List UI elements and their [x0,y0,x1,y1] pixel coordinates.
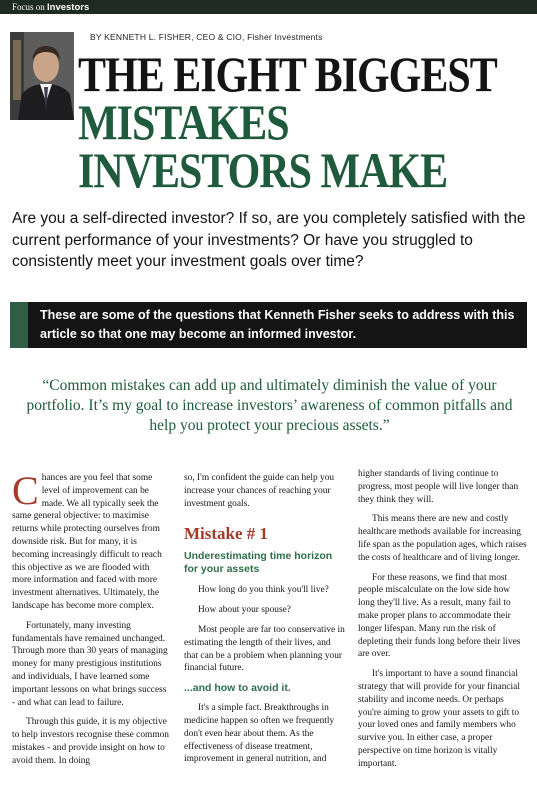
paragraph: higher standards of living continue to progress, most people will live longer than they think they will. [358,469,519,505]
headline-line-2: MISTAKES [78,96,289,151]
section-prefix: Focus on [12,2,48,12]
body-column-3 [358,468,528,778]
callout-box: These are some of the questions that Kenneth Fisher seeks to address with this article so that one may become an informed investor. [10,302,527,348]
headline-line-1: THE EIGHT BIGGEST [78,48,497,103]
byline: BY KENNETH L. FISHER, CEO & CIO, Fisher Investments [90,32,323,42]
section-header-bar [0,0,537,14]
paragraph: It's important to have a sound financial strategy that will provide for your financial stability and income needs. Or perhaps you're aiming to grow your assets to gift to your loved ones and family members who survive you. In either case, a proper perspective on time horizon is vitally important. [358,669,520,769]
body-column-2 [184,472,346,773]
headline [78,48,533,199]
intro-paragraph: Are you a self-directed investor? If so, are you completely satisfied with the current performance of your investments? Or have you struggled to consistently meet your investment goals over time? [12,210,526,270]
pull-quote: “Common mistakes can add up and ultimately diminish the value of your portfolio. It’s my goal to increase investors’ awareness of common pitfalls and help you protect your precious assets.” [26,377,513,434]
drop-cap: C [12,468,39,513]
paragraph: Most people are far too conservative in estimating the length of their lives, and that can be a problem when planning your financial future. [184,624,345,674]
author-photo [10,32,74,120]
paragraph: For these reasons, we find that most people miscalculate on the low side how long they'll live. As a result, many fail to make proper plans to accommodate their longer lifespan. Many run the risk of depleting their funds long before their lives are over. [358,572,521,660]
question-1: How long do you think you'll live? [198,585,329,596]
paragraph: This means there are new and costly healthcare methods available for increasing life span as the population ages, which raises the costs of healthcare and of living longer. [358,514,527,563]
paragraph: It's a simple fact. Breakthroughs in medicine happen so often we frequently don't even hear about them. As the effectiveness of disease treatment, improvement in general nutrition, and [184,703,335,765]
question-2: How about your spouse? [198,605,291,616]
paragraph: Chances are you feel that some level of improvement can be made. We all typically seek the same general objective: to maximise returns while protecting ourselves from downside risk. But for many, it is becoming increasingly difficult to reach this objective as we are flooded with more information and faced with more investment alternatives. Ultimately, the landscape has become more complex. [12,468,162,611]
body-column-1 [12,468,170,775]
mistake-subheading: Underestimating time horizon for your assets [184,550,333,576]
headline-line-3: INVESTORS MAKE [78,144,448,199]
section-name: Investors [47,2,90,13]
avoid-subheading: ...and how to avoid it. [184,682,291,695]
mistake-heading: Mistake # 1 [184,524,269,544]
paragraph: so, I'm confident the guide can help you increase your chances of reaching your investment goals. [184,473,335,509]
paragraph: Through this guide, it is my objective to help investors recognise these common mistakes - and provide insight on how to avoid them. In doing [12,717,169,766]
paragraph: Fortunately, many investing fundamentals have remained unchanged. Through more than 30 years of managing money for many prestigious institutions and individuals, I have learned some important lessons on what brings success - and what can lead to failure. [12,620,168,708]
